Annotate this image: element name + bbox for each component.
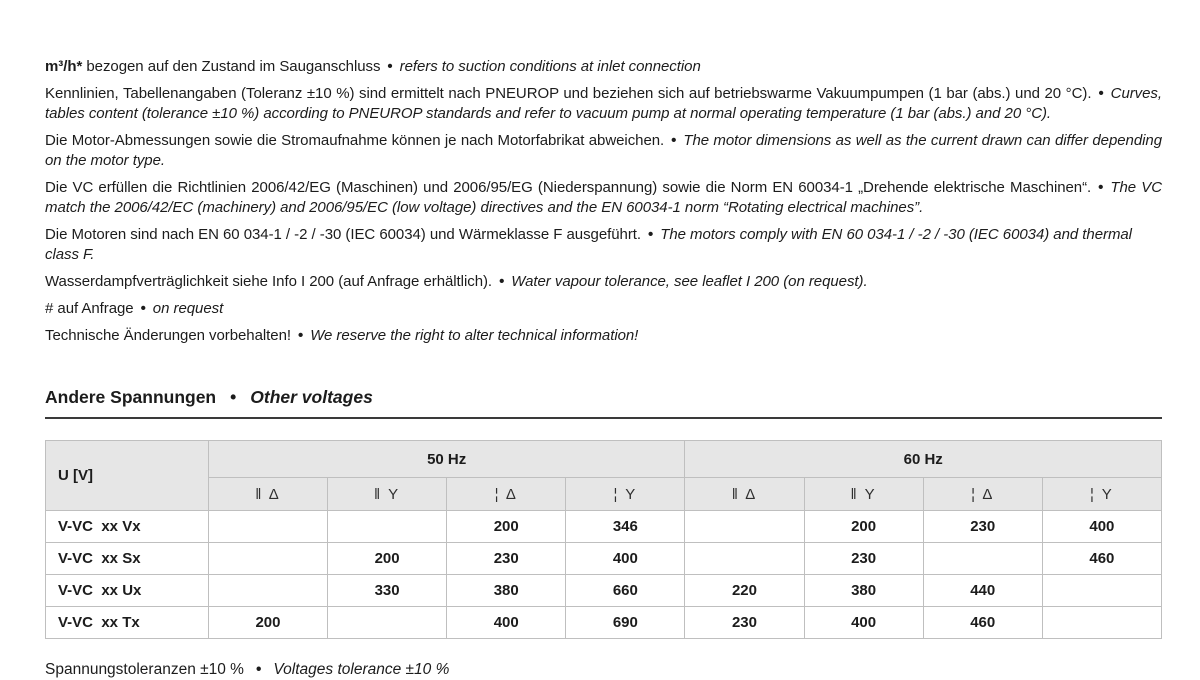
heading-de: Andere Spannungen	[45, 387, 217, 407]
voltage-cell	[208, 511, 327, 543]
voltage-cell: 330	[328, 575, 447, 607]
col-header-parallel-delta-50hz: ‖ Δ	[208, 478, 327, 511]
col-header-serial-delta-60hz: ¦ Δ	[923, 478, 1042, 511]
table-header-row-winding	[46, 478, 1162, 511]
voltage-cell: 200	[804, 511, 923, 543]
voltage-cell	[685, 511, 804, 543]
col-header-serial-star-60hz: ¦ Y	[1042, 478, 1161, 511]
note-text-en: Water vapour tolerance, see leaflet I 200 (on request).	[511, 273, 868, 290]
col-header-parallel-star-50hz: ‖ Y	[328, 478, 447, 511]
voltage-cell	[685, 543, 804, 575]
voltage-cell: 230	[447, 543, 566, 575]
voltage-cell: 460	[1042, 543, 1161, 575]
note-on-request	[45, 299, 1162, 319]
heading-en: Other voltages	[250, 387, 373, 407]
voltage-cell: 440	[923, 575, 1042, 607]
table-header-row-frequency	[46, 441, 1162, 478]
note-suction-conditions	[45, 57, 1162, 77]
voltage-cell: 200	[328, 543, 447, 575]
bullet-separator: •	[499, 273, 505, 290]
note-text-de: # auf Anfrage	[45, 300, 134, 317]
note-text-de: Technische Änderungen vorbehalten!	[45, 327, 291, 344]
voltage-cell: 400	[804, 607, 923, 639]
pump-model-label: V-VC xx Sx	[46, 543, 209, 575]
note-text-de: Wasserdampfverträglichkeit siehe Info I 200 (auf Anfrage erhältlich).	[45, 273, 493, 290]
col-header-serial-delta-50hz: ¦ Δ	[447, 478, 566, 511]
bullet-separator: •	[648, 226, 654, 243]
voltage-tolerance-note	[45, 660, 1162, 680]
note-text-en: Voltages tolerance ±10 %	[273, 661, 450, 678]
note-directives	[45, 178, 1162, 218]
note-text-de: Die Motoren sind nach EN 60 034-1 / -2 / -30 (IEC 60034) und Wärmeklasse F ausgeführt.	[45, 226, 641, 243]
other-voltages-table	[45, 440, 1162, 639]
voltage-cell	[208, 543, 327, 575]
freq-header-50hz: 50 Hz	[208, 441, 685, 478]
voltage-cell	[328, 607, 447, 639]
pump-model-label: V-VC xx Tx	[46, 607, 209, 639]
voltage-cell	[1042, 575, 1161, 607]
note-motor-dimensions	[45, 131, 1162, 171]
section-heading-other-voltages	[45, 386, 1162, 419]
table-row	[46, 575, 1162, 607]
pump-model-label: V-VC xx Vx	[46, 511, 209, 543]
note-text-en: We reserve the right to alter technical information!	[310, 327, 639, 344]
note-text-en: Curves, tables content (tolerance ±10 %) according to PNEUROP standards and refer to vacuum pump at normal operating temperature (1 bar (abs.) and 20 °C).	[45, 85, 1162, 122]
note-text-de: Kennlinien, Tabellenangaben (Toleranz ±10 %) sind ermittelt nach PNEUROP und beziehen sich auf betriebswarme Vakuumpumpen (1 bar (abs.) und 20 °C).	[45, 85, 1092, 102]
bullet-separator: •	[387, 58, 393, 75]
voltage-cell: 230	[685, 607, 804, 639]
note-text-de: Die VC erfüllen die Richtlinien 2006/42/EG (Maschinen) und 2006/95/EG (Niederspannung) sowie die Norm EN 60034-1 „Drehende elektrische Maschinen“.	[45, 179, 1092, 196]
voltage-cell: 230	[804, 543, 923, 575]
note-pneurop-tolerance	[45, 84, 1162, 124]
note-lead-unit: m³/h*	[45, 58, 83, 75]
col-header-parallel-star-60hz: ‖ Y	[804, 478, 923, 511]
note-text-en: The motor dimensions as well as the current drawn can differ depending on the motor type.	[45, 132, 1162, 169]
voltage-cell: 230	[923, 511, 1042, 543]
pump-model-label: V-VC xx Ux	[46, 575, 209, 607]
bullet-separator: •	[671, 132, 677, 149]
table-row	[46, 511, 1162, 543]
freq-header-60hz: 60 Hz	[685, 441, 1162, 478]
note-text-de: Spannungstoleranzen ±10 %	[45, 661, 244, 678]
note-text-de: bezogen auf den Zustand im Sauganschluss	[86, 58, 381, 75]
voltage-cell: 200	[208, 607, 327, 639]
bullet-separator: •	[230, 387, 237, 407]
voltage-cell: 400	[566, 543, 685, 575]
voltage-cell: 346	[566, 511, 685, 543]
table-corner-header-voltage: U [V]	[46, 441, 209, 511]
note-text-en: The motors comply with EN 60 034-1 / -2 / -30 (IEC 60034) and thermal class F.	[45, 226, 1132, 263]
bullet-separator: •	[297, 327, 304, 344]
voltage-cell	[1042, 607, 1161, 639]
note-water-vapour	[45, 272, 1162, 292]
col-header-parallel-delta-60hz: ‖ Δ	[685, 478, 804, 511]
note-motor-standards	[45, 225, 1162, 265]
voltage-cell: 690	[566, 607, 685, 639]
voltage-cell: 660	[566, 575, 685, 607]
bullet-separator: •	[255, 661, 262, 678]
note-text-en: refers to suction conditions at inlet connection	[399, 58, 701, 75]
voltage-cell: 460	[923, 607, 1042, 639]
note-text-de: Die Motor-Abmessungen sowie die Stromaufnahme können je nach Motorfabrikat abweichen.	[45, 132, 665, 149]
technical-notes	[45, 57, 1162, 346]
note-text-en: The VC match the 2006/42/EC (machinery) and 2006/95/EC (low voltage) directives and the EN 60034-1 norm “Rotating electrical machines”.	[45, 179, 1162, 216]
table-row	[46, 607, 1162, 639]
bullet-separator: •	[1098, 85, 1104, 102]
voltage-cell: 400	[447, 607, 566, 639]
voltage-cell	[328, 511, 447, 543]
note-technical-changes	[45, 326, 1162, 346]
voltage-cell: 400	[1042, 511, 1161, 543]
col-header-serial-star-50hz: ¦ Y	[566, 478, 685, 511]
bullet-separator: •	[140, 300, 146, 317]
voltage-cell: 200	[447, 511, 566, 543]
note-text-en: on request	[152, 300, 224, 317]
voltage-cell	[923, 543, 1042, 575]
voltage-cell	[208, 575, 327, 607]
voltage-cell: 220	[685, 575, 804, 607]
voltage-cell: 380	[804, 575, 923, 607]
bullet-separator: •	[1098, 179, 1104, 196]
table-row	[46, 543, 1162, 575]
voltage-cell: 380	[447, 575, 566, 607]
